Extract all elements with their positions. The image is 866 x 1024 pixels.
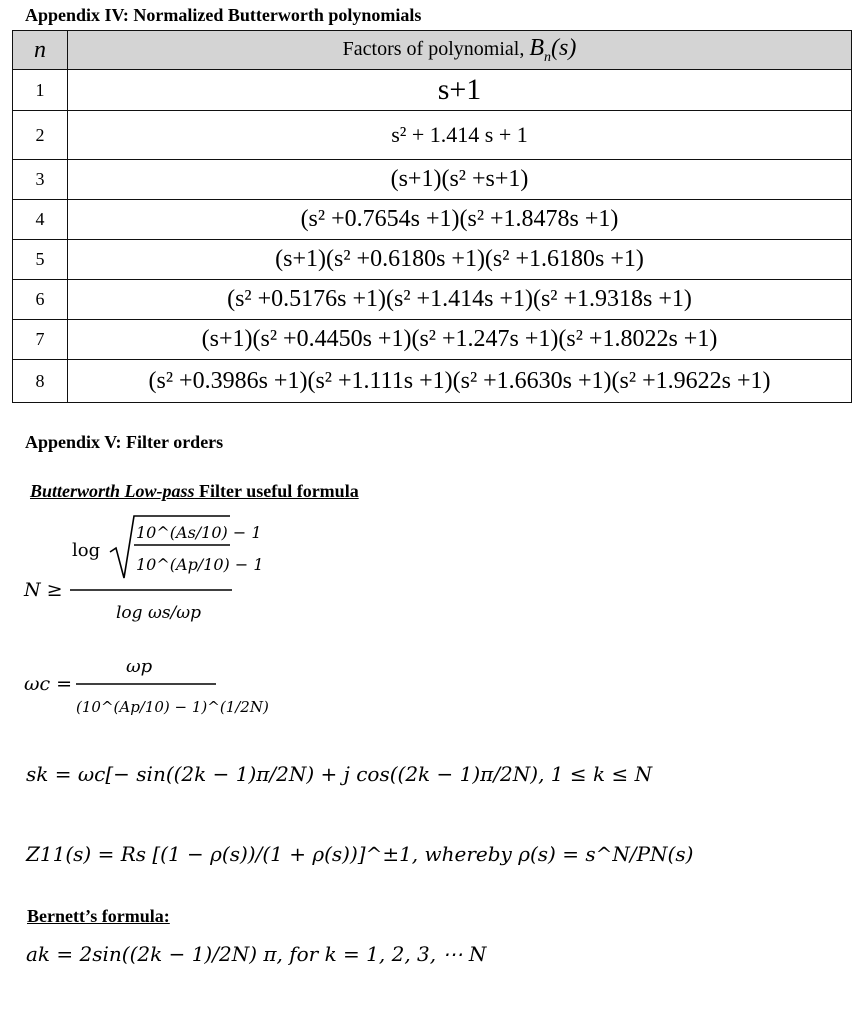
table-row — [13, 70, 852, 111]
table-row — [13, 160, 852, 200]
appendix-iv-title: Appendix IV: Normalized Butterworth polynomials — [25, 5, 422, 25]
butterworth-section-rest: Filter useful formula — [194, 481, 359, 501]
row-order-n: 1 — [13, 70, 68, 111]
table-row — [13, 111, 852, 160]
row-order-n: 7 — [13, 320, 68, 360]
order-formula-log: log — [72, 540, 101, 561]
row-order-n: 6 — [13, 280, 68, 320]
row-polynomial: (s+1)(s² +s+1) — [68, 160, 852, 200]
table-row — [13, 360, 852, 403]
cutoff-formula-num: ωp — [126, 656, 153, 677]
cutoff-formula — [20, 650, 280, 730]
cutoff-formula-den: (10^(Ap/10) − 1)^(1/2N) — [76, 698, 269, 716]
column-header-factors — [68, 31, 852, 70]
bernett-title: Bernett’s formula: — [27, 906, 170, 926]
row-polynomial: s+1 — [68, 70, 852, 111]
row-polynomial: (s+1)(s² +0.6180s +1)(s² +1.6180s +1) — [68, 240, 852, 280]
table-row — [13, 200, 852, 240]
butterworth-section-title — [30, 481, 359, 502]
row-order-n: 8 — [13, 360, 68, 403]
row-polynomial: (s² +0.7654s +1)(s² +1.8478s +1) — [68, 200, 852, 240]
table-row — [13, 320, 852, 360]
table-row — [13, 240, 852, 280]
row-order-n: 4 — [13, 200, 68, 240]
column-header-factors-symbol: $B_n(s)$ — [529, 34, 577, 65]
row-polynomial: s² + 1.414 s + 1 — [68, 111, 852, 160]
row-order-n: 5 — [13, 240, 68, 280]
z11-formula: Z11(s) = Rs [(1 − ρ(s))/(1 + ρ(s))]^±1, whereby ρ(s) = s^N/PN(s) — [26, 842, 694, 866]
appendix-v-title: Appendix V: Filter orders — [25, 432, 224, 452]
butterworth-section-italic: Butterworth Low-pass — [30, 481, 195, 501]
butterworth-polynomial-table — [12, 30, 852, 403]
row-polynomial: (s+1)(s² +0.4450s +1)(s² +1.247s +1)(s² +1.8022s +1) — [68, 320, 852, 360]
table-row — [13, 280, 852, 320]
bernett-formula: ak = 2sin((2k − 1)/2N) π, for k = 1, 2, 3, ⋯ N — [26, 942, 487, 966]
cutoff-formula-lhs: ωc = — [24, 673, 73, 695]
order-formula-num-bottom: 10^(Ap/10) − 1 — [136, 555, 264, 574]
column-header-factors-label: Factors of polynomial, — [342, 37, 525, 60]
row-order-n: 2 — [13, 111, 68, 160]
order-formula-num-top: 10^(As/10) − 1 — [136, 523, 262, 542]
column-header-n: n — [13, 31, 68, 70]
order-formula-den: log ωs/ωp — [116, 603, 202, 623]
row-polynomial: (s² +0.5176s +1)(s² +1.414s +1)(s² +1.9318s +1) — [68, 280, 852, 320]
table-header-row — [13, 31, 852, 70]
poles-formula: sk = ωc[− sin((2k − 1)π/2N) + j cos((2k − 1)π/2N), 1 ≤ k ≤ N — [26, 762, 653, 786]
order-formula-lhs: N ≥ — [24, 579, 63, 601]
order-formula — [20, 508, 280, 638]
row-order-n: 3 — [13, 160, 68, 200]
row-polynomial: (s² +0.3986s +1)(s² +1.111s +1)(s² +1.6630s +1)(s² +1.9622s +1) — [68, 360, 852, 403]
